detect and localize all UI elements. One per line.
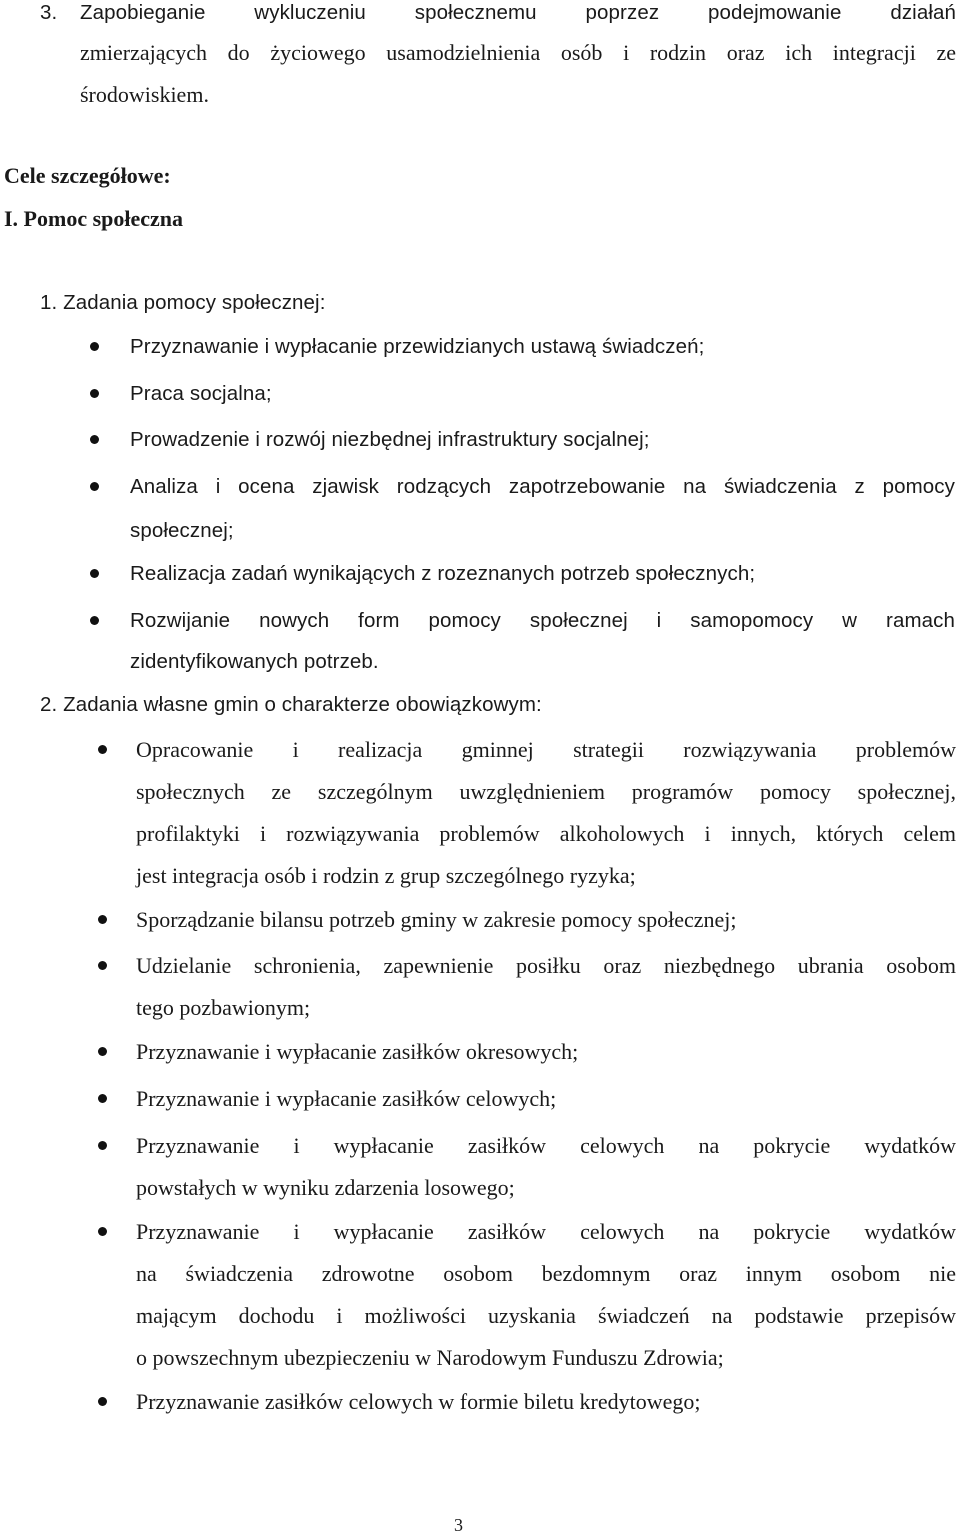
tasks2-item-6-line-2: powstałych w wyniku zdarzenia losowego; [136,1175,515,1200]
bullet-icon [98,961,107,970]
tasks2-title: 2. Zadania własne gmin o charakterze obowiązkowym: [40,693,542,716]
tasks1-title: 1. Zadania pomocy społecznej: [40,291,326,314]
tasks1-item-5: Realizacja zadań wynikających z rozeznanych potrzeb społecznych; [130,562,756,585]
intro-number: 3. [40,1,58,24]
tasks2-item-2: Sporządzanie bilansu potrzeb gminy w zakresie pomocy społecznej; [136,907,737,932]
tasks2-item-3-line-2: tego pozbawionym; [136,995,311,1020]
tasks2-item-8: Przyznawanie zasiłków celowych w formie biletu kredytowego; [136,1389,701,1414]
bullet-icon [90,616,99,625]
tasks1-item-1: Przyznawanie i wypłacanie przewidzianych ustawą świadczeń; [130,335,705,358]
intro-line-2: zmierzających do życiowego usamodzielnienia osób i rodzin oraz ich integracji ze [80,40,956,65]
tasks2-item-3-line-1: Udzielanie schronienia, zapewnienie posiłku oraz niezbędnego ubrania osobom [136,953,956,978]
bullet-icon [98,1094,107,1103]
tasks2-item-5: Przyznawanie i wypłacanie zasiłków celowych; [136,1086,557,1111]
tasks2-item-1-line-2: społecznych ze szczególnym uwzględnieniem programów pomocy społecznej, [136,779,956,804]
bullet-icon [90,482,99,491]
bullet-icon [98,915,107,924]
tasks1-item-4-line-1: Analiza i ocena zjawisk rodzących zapotrzebowanie na świadczenia z pomocy [130,475,955,498]
bullet-icon [98,1397,107,1406]
bullet-icon [90,569,99,578]
bullet-icon [90,342,99,351]
tasks2-item-7-line-1: Przyznawanie i wypłacanie zasiłków celowych na pokrycie wydatków [136,1219,956,1244]
tasks2-item-7-line-2: na świadczenia zdrowotne osobom bezdomnym oraz innym osobom nie [136,1261,956,1286]
tasks2-item-7-line-4: o powszechnym ubezpieczeniu w Narodowym Funduszu Zdrowia; [136,1345,724,1370]
bullet-icon [98,1047,107,1056]
tasks2-item-7-line-3: mającym dochodu i możliwości uzyskania świadczeń na podstawie przepisów [136,1303,956,1328]
goals-heading: Cele szczegółowe: [4,163,171,188]
tasks2-item-1-line-3: profilaktyki i rozwiązywania problemów alkoholowych i innych, których celem [136,821,956,846]
bullet-icon [90,389,99,398]
section-heading: I. Pomoc społeczna [4,206,184,231]
tasks1-item-2: Praca socjalna; [130,382,272,405]
bullet-icon [98,1141,107,1150]
tasks1-item-3: Prowadzenie i rozwój niezbędnej infrastruktury socjalnej; [130,428,650,451]
tasks2-item-1-line-1: Opracowanie i realizacja gminnej strategii rozwiązywania problemów [136,737,956,762]
page-number: 3 [454,1515,463,1535]
bullet-icon [98,1227,107,1236]
intro-line-3: środowiskiem. [80,82,209,107]
tasks2-item-6-line-1: Przyznawanie i wypłacanie zasiłków celowych na pokrycie wydatków [136,1133,956,1158]
tasks2-item-1-line-4: jest integracja osób i rodzin z grup szczególnego ryzyka; [136,863,636,888]
tasks1-item-6-line-2: zidentyfikowanych potrzeb. [130,650,379,673]
tasks1-item-4-line-2: społecznej; [130,519,234,542]
tasks1-item-6-line-1: Rozwijanie nowych form pomocy społecznej i samopomocy w ramach [130,609,955,632]
intro-line-1: Zapobieganie wykluczeniu społecznemu poprzez podejmowanie działań [80,1,956,24]
bullet-icon [90,435,99,444]
tasks2-item-4: Przyznawanie i wypłacanie zasiłków okresowych; [136,1039,579,1064]
bullet-icon [98,745,107,754]
